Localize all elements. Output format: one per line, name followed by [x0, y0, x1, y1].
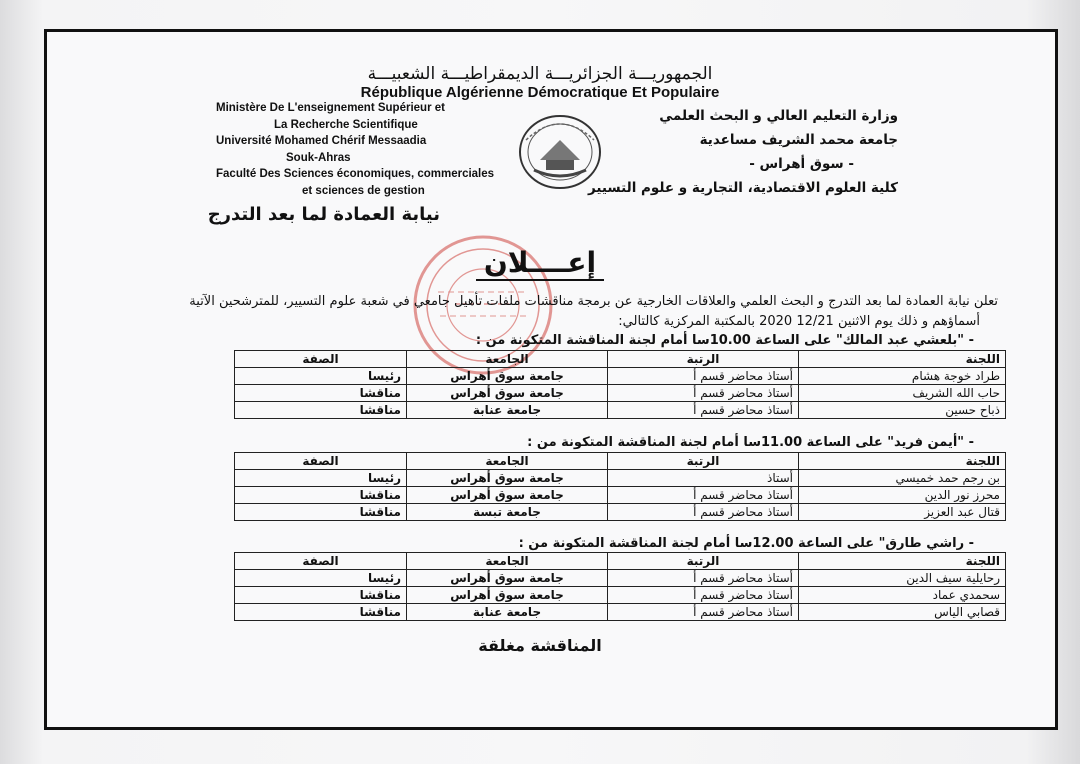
ministry-line-1: Ministère De L'enseignement Supérieur et [216, 102, 445, 114]
member-name: طراد خوجة هشام [799, 368, 1006, 385]
university-arabic: جامعة محمد الشريف مساعدية [699, 132, 898, 148]
member-name: رحايلية سيف الدين [799, 570, 1006, 587]
member-role: رئيسا [235, 570, 407, 587]
member-role: مناقشا [235, 385, 407, 402]
member-name: بن رجم حمد خميسي [799, 470, 1006, 487]
table-row [235, 604, 1006, 621]
session-3-table [234, 552, 1006, 621]
member-name: محرز نور الدين [799, 487, 1006, 504]
republic-arabic: الجمهوريـــة الجزائريـــة الديمقراطيـــة الشعبيـــة [367, 64, 713, 84]
header-rank: الرتبة [608, 553, 799, 570]
header-role: الصفة [235, 351, 407, 368]
session-1-table [234, 350, 1006, 419]
member-role: مناقشا [235, 604, 407, 621]
header-committee: اللجنة [799, 351, 1006, 368]
session-2-table [234, 452, 1006, 521]
french-institution-block [216, 100, 494, 199]
member-role: مناقشا [235, 402, 407, 419]
member-role: مناقشا [235, 504, 407, 521]
header-university: الجامعة [407, 351, 608, 368]
announcement-title [0, 246, 1080, 279]
member-rank: أستاذ محاضر قسم أ [608, 368, 799, 385]
ministry-line-2: La Recherche Scientifique [274, 118, 418, 131]
table-row [235, 504, 1006, 521]
member-role: مناقشا [235, 587, 407, 604]
header-committee: اللجنة [799, 453, 1006, 470]
member-university: جامعة تبسة [407, 504, 608, 521]
table-header-row [235, 553, 1006, 570]
member-rank: أستاذ محاضر قسم أ [608, 402, 799, 419]
arabic-institution-block [588, 104, 898, 200]
member-university: جامعة عنابة [407, 402, 608, 419]
ministry-arabic: وزارة التعليم العالي و البحث العلمي [659, 108, 898, 124]
session-3-heading: - راشي طارق" على الساعة 12.00سا أمام لجنة المناقشة المتكونة من : [518, 536, 974, 551]
member-university: جامعة سوق أهراس [407, 368, 608, 385]
table-row [235, 470, 1006, 487]
member-rank: أستاذ محاضر قسم أ [608, 487, 799, 504]
member-name: حاب الله الشريف [799, 385, 1006, 402]
member-university: جامعة سوق أهراس [407, 470, 608, 487]
header-university: الجامعة [407, 453, 608, 470]
faculty-arabic: كلية العلوم الاقتصادية، التجارية و علوم التسيير [587, 180, 898, 196]
faculty-line-2: et sciences de gestion [302, 184, 425, 197]
member-role: رئيسا [235, 368, 407, 385]
university-logo [512, 110, 608, 190]
table-row [235, 587, 1006, 604]
announcement-title-text: إعــــلان [476, 246, 604, 281]
table-header-row [235, 453, 1006, 470]
vice-deanship-heading: نيابة العمادة لما بعد التدرج [207, 204, 440, 225]
member-rank: أستاذ محاضر قسم أ [608, 385, 799, 402]
member-name: قصابي الياس [799, 604, 1006, 621]
republic-french: République Algérienne Démocratique Et Populaire [360, 84, 720, 101]
faculty-line-1: Faculté Des Sciences économiques, commerciales [216, 168, 495, 180]
table-row [235, 368, 1006, 385]
header-role: الصفة [235, 553, 407, 570]
member-rank: أستاذ محاضر قسم أ [608, 604, 799, 621]
header-rank: الرتبة [608, 453, 799, 470]
table-row [235, 402, 1006, 419]
member-role: رئيسا [235, 470, 407, 487]
member-university: جامعة سوق أهراس [407, 487, 608, 504]
member-name: قتال عبد العزيز [799, 504, 1006, 521]
member-university: جامعة عنابة [407, 604, 608, 621]
city-arabic: - سوق أهراس - [749, 156, 854, 172]
table-row [235, 570, 1006, 587]
announcement-line-1: تعلن نيابة العمادة لما بعد التدرج و البحث العلمي والعلاقات الخارجية عن برمجة مناقشات ملفات تأهيل جامعي في شعبة علوم التسيير، للمترشحين الآتية [189, 294, 998, 309]
member-rank: أستاذ محاضر قسم أ [608, 587, 799, 604]
announcement-line-2: أسماؤهم و ذلك يوم الاثنين 12/21 2020 بالمكتبة المركزية كالتالي: [618, 314, 980, 329]
table-header-row [235, 351, 1006, 368]
member-university: جامعة سوق أهراس [407, 570, 608, 587]
header-rank: الرتبة [608, 351, 799, 368]
header-role: الصفة [235, 453, 407, 470]
session-2-heading: - "أيمن فريد" على الساعة 11.00سا أمام لجنة المناقشة المتكونة من : [527, 435, 974, 450]
member-rank: أستاذ محاضر قسم أ [608, 504, 799, 521]
member-university: جامعة سوق أهراس [407, 587, 608, 604]
member-rank: أستاذ [608, 470, 799, 487]
member-name: سحمدي عماد [799, 587, 1006, 604]
table-row [235, 487, 1006, 504]
university-line: Université Mohamed Chérif Messaadia [216, 135, 427, 147]
closed-session-note: المناقشة مغلقة [478, 636, 602, 655]
session-1-heading: - "بلعشي عبد المالك" على الساعة 10.00سا أمام لجنة المناقشة المتكونة من : [475, 333, 974, 348]
header-university: الجامعة [407, 553, 608, 570]
table-row [235, 385, 1006, 402]
member-rank: أستاذ محاضر قسم أ [608, 570, 799, 587]
header-committee: اللجنة [799, 553, 1006, 570]
member-university: جامعة سوق أهراس [407, 385, 608, 402]
member-name: ذباح حسين [799, 402, 1006, 419]
member-role: مناقشا [235, 487, 407, 504]
city-line: Souk-Ahras [286, 151, 351, 164]
